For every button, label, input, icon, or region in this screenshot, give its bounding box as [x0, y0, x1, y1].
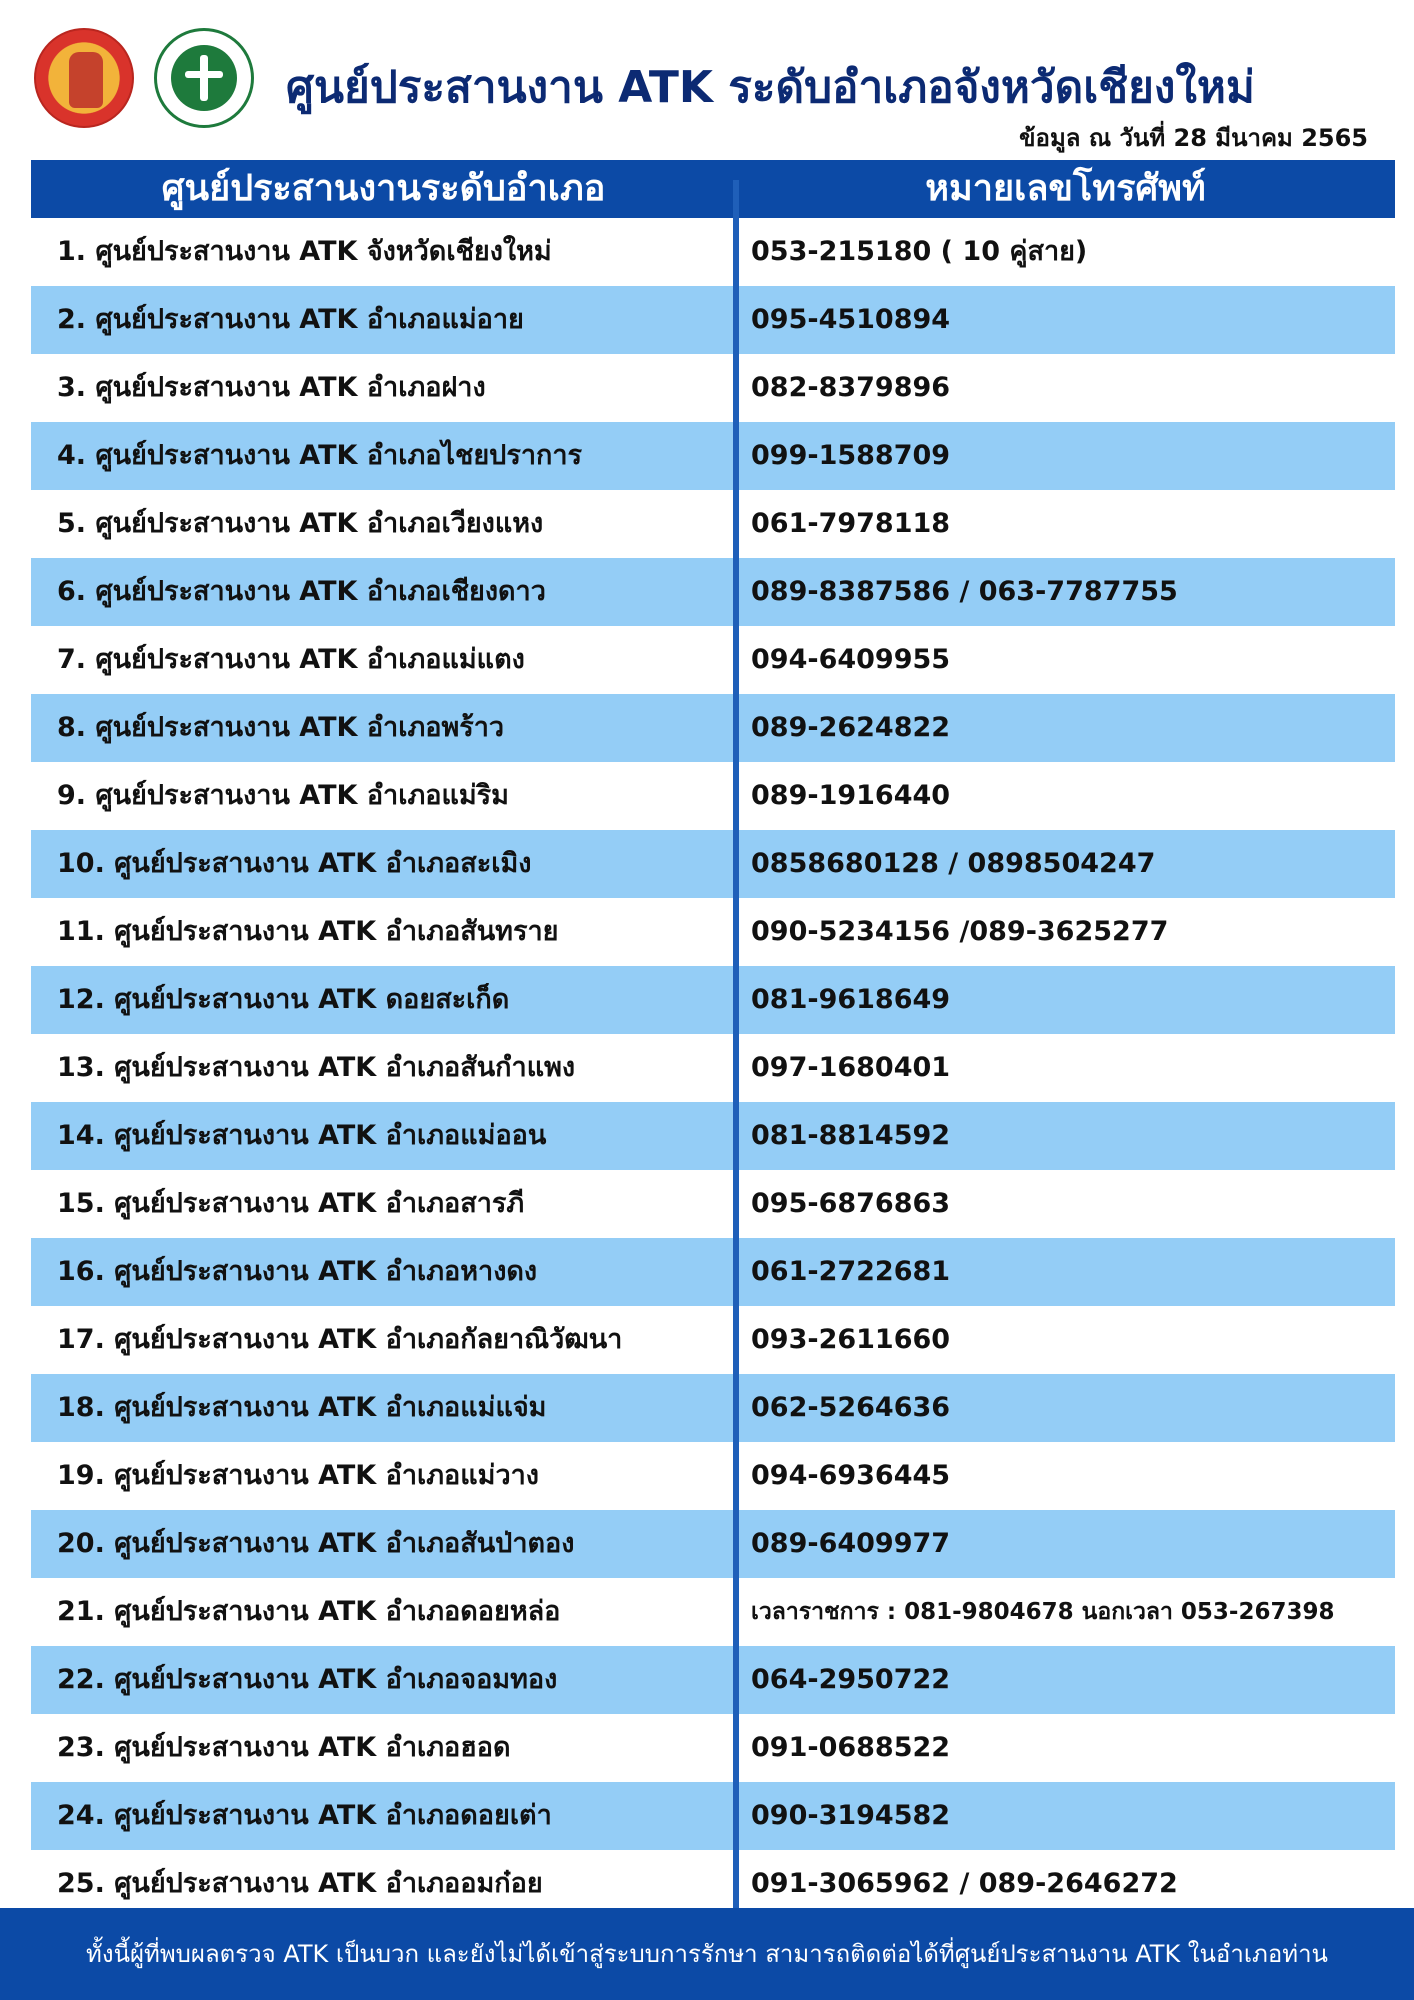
center-name: 2. ศูนย์ประสานงาน ATK อำเภอแม่อาย	[57, 304, 524, 335]
table-row	[31, 762, 1395, 830]
table-row	[31, 694, 1395, 762]
phone-number: 090-5234156 /089-3625277	[751, 916, 1169, 947]
table-row	[31, 1442, 1395, 1510]
center-name: 3. ศูนย์ประสานงาน ATK อำเภอฝาง	[57, 372, 486, 403]
column-header-center: ศูนย์ประสานงานระดับอำเภอ	[161, 168, 606, 209]
center-name: 8. ศูนย์ประสานงาน ATK อำเภอพร้าว	[57, 712, 505, 743]
table-row	[31, 558, 1395, 626]
table-row	[31, 830, 1395, 898]
table-row	[31, 354, 1395, 422]
table-row	[31, 1170, 1395, 1238]
center-name: 15. ศูนย์ประสานงาน ATK อำเภอสารภี	[57, 1188, 525, 1219]
column-header-phone: หมายเลขโทรศัพท์	[925, 168, 1206, 209]
table-row	[31, 490, 1395, 558]
phone-number: 061-7978118	[751, 508, 951, 539]
table-row	[31, 1782, 1395, 1850]
table-row	[31, 1646, 1395, 1714]
center-name: 7. ศูนย์ประสานงาน ATK อำเภอแม่แตง	[57, 644, 525, 675]
center-name: 17. ศูนย์ประสานงาน ATK อำเภอกัลยาณิวัฒนา	[57, 1324, 623, 1355]
center-name: 23. ศูนย์ประสานงาน ATK อำเภอฮอด	[57, 1732, 511, 1763]
table-row	[31, 422, 1395, 490]
table-row	[31, 1578, 1395, 1646]
phone-number: 089-2624822	[751, 712, 951, 743]
table-row	[31, 966, 1395, 1034]
phone-number: 099-1588709	[751, 440, 951, 471]
phone-number: 094-6409955	[751, 644, 951, 675]
ministry-of-public-health-icon	[154, 28, 254, 128]
phone-number: 082-8379896	[751, 372, 951, 403]
phone-number: 097-1680401	[751, 1052, 951, 1083]
contact-table	[31, 218, 1395, 1918]
phone-number: 095-6876863	[751, 1188, 951, 1219]
footer-note: ทั้งนี้ผู้ที่พบผลตรวจ ATK เป็นบวก และยังไม่ได้เข้าสู่ระบบการรักษา สามารถติดต่อได้ที่ศูนย์ประสานงาน ATK ในอำเภอท่าน	[0, 1908, 1414, 2000]
phone-number: 090-3194582	[751, 1800, 951, 1831]
table-row	[31, 626, 1395, 694]
center-name: 13. ศูนย์ประสานงาน ATK อำเภอสันกำแพง	[57, 1052, 576, 1083]
center-name: 21. ศูนย์ประสานงาน ATK อำเภอดอยหล่อ	[57, 1596, 561, 1627]
phone-number: 091-3065962 / 089-2646272	[751, 1868, 1178, 1899]
center-name: 6. ศูนย์ประสานงาน ATK อำเภอเชียงดาว	[57, 576, 546, 607]
center-name: 14. ศูนย์ประสานงาน ATK อำเภอแม่ออน	[57, 1120, 547, 1151]
center-name: 18. ศูนย์ประสานงาน ATK อำเภอแม่แจ่ม	[57, 1392, 547, 1423]
phone-number: 091-0688522	[751, 1732, 951, 1763]
phone-number: 064-2950722	[751, 1664, 951, 1695]
phone-number: 089-8387586 / 063-7787755	[751, 576, 1178, 607]
table-row	[31, 1238, 1395, 1306]
phone-number: 062-5264636	[751, 1392, 951, 1423]
data-date: ข้อมูล ณ วันที่ 28 มีนาคม 2565	[1019, 124, 1368, 152]
center-name: 1. ศูนย์ประสานงาน ATK จังหวัดเชียงใหม่	[57, 236, 552, 267]
center-name: 4. ศูนย์ประสานงาน ATK อำเภอไชยปราการ	[57, 440, 582, 471]
phone-number: 089-6409977	[751, 1528, 951, 1559]
table-row	[31, 1102, 1395, 1170]
table-row	[31, 1374, 1395, 1442]
table-row	[31, 1034, 1395, 1102]
table-row	[31, 218, 1395, 286]
phone-number: 093-2611660	[751, 1324, 951, 1355]
page-title: ศูนย์ประสานงาน ATK ระดับอำเภอจังหวัดเชียงใหม่	[286, 62, 1255, 113]
center-name: 16. ศูนย์ประสานงาน ATK อำเภอหางดง	[57, 1256, 538, 1287]
center-name: 22. ศูนย์ประสานงาน ATK อำเภอจอมทอง	[57, 1664, 558, 1695]
table-header	[31, 160, 1395, 218]
phone-number: 061-2722681	[751, 1256, 951, 1287]
phone-number: 089-1916440	[751, 780, 951, 811]
table-row	[31, 1510, 1395, 1578]
center-name: 11. ศูนย์ประสานงาน ATK อำเภอสันทราย	[57, 916, 559, 947]
phone-number: เวลาราชการ : 081-9804678 นอกเวลา 053-267398	[751, 1599, 1335, 1625]
center-name: 20. ศูนย์ประสานงาน ATK อำเภอสันป่าตอง	[57, 1528, 575, 1559]
phone-number: 081-9618649	[751, 984, 951, 1015]
royal-seal-icon	[34, 28, 134, 128]
center-name: 5. ศูนย์ประสานงาน ATK อำเภอเวียงแหง	[57, 508, 544, 539]
table-row	[31, 1306, 1395, 1374]
center-name: 25. ศูนย์ประสานงาน ATK อำเภออมก๋อย	[57, 1868, 543, 1899]
phone-number: 0858680128 / 0898504247	[751, 848, 1156, 879]
center-name: 24. ศูนย์ประสานงาน ATK อำเภอดอยเต่า	[57, 1800, 552, 1831]
table-row	[31, 898, 1395, 966]
center-name: 9. ศูนย์ประสานงาน ATK อำเภอแม่ริม	[57, 780, 509, 811]
phone-number: 095-4510894	[751, 304, 951, 335]
column-divider	[733, 180, 739, 1910]
phone-number: 053-215180 ( 10 คู่สาย)	[751, 236, 1088, 267]
table-row	[31, 286, 1395, 354]
table-row	[31, 1714, 1395, 1782]
center-name: 10. ศูนย์ประสานงาน ATK อำเภอสะเมิง	[57, 848, 532, 879]
center-name: 12. ศูนย์ประสานงาน ATK ดอยสะเก็ด	[57, 984, 510, 1015]
phone-number: 081-8814592	[751, 1120, 951, 1151]
phone-number: 094-6936445	[751, 1460, 951, 1491]
center-name: 19. ศูนย์ประสานงาน ATK อำเภอแม่วาง	[57, 1460, 539, 1491]
